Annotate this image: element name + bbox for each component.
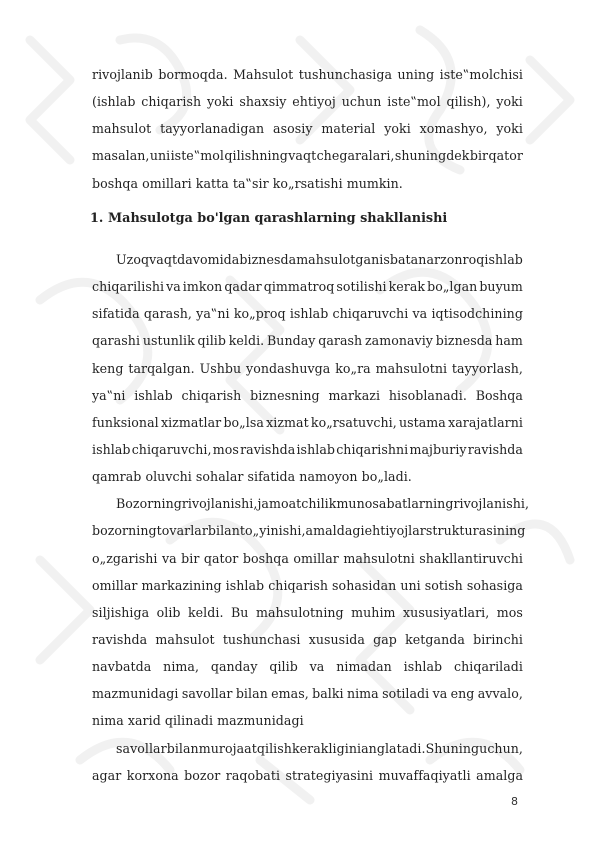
text-line: boshqa omillari katta ta‟sir ko„rsatishi mumkin. [92, 175, 403, 191]
paragraph-main [92, 246, 530, 789]
text-line: Bozorning rivojlanishi, jamoatchilik munosabatlarning rivojlanishi, [116, 496, 530, 512]
text-line: nima xarid qilinadi mazmunidagi [92, 713, 304, 729]
text-line: o„zgarishi va bir qator boshqa omillar mahsulotni shakllantiruvchi [92, 550, 523, 566]
text-line: omillar markazining ishlab chiqarish sohasidan uni sotish sohasiga [92, 577, 523, 593]
text-line: masalan, uni iste‟mol qilishning vaqt chegaralari, shuningdek bir qator [92, 148, 523, 164]
text-line: rivojlanib bormoqda. Mahsulot tushunchasiga uning iste‟molchisi [92, 67, 523, 82]
text-line: qarashi ustunlik qilib keldi. Bunday qarash zamonaviy biznesda ham [92, 333, 523, 349]
text-line: ravishda mahsulot tushunchasi xususida gap ketganda birinchi [92, 631, 523, 647]
text-line: bozorning tovarlar bilan to„yinishi, amaldagi ehtiyojlar strukturasining [92, 523, 526, 539]
section-title: Mahsulotga bo'lgan qarashlarning shakllanishi [108, 211, 448, 226]
section-heading [90, 211, 447, 226]
text-line: (ishlab chiqarish yoki shaxsiy ehtiyoj uchun iste‟mol qilish), yoki [92, 94, 523, 110]
text-line: siljishiga olib keldi. Bu mahsulotning muhim xususiyatlari, mos [92, 604, 523, 620]
page-number: 8 [511, 795, 518, 808]
text-line: mahsulot tayyorlanadigan asosiy material yoki xomashyo, yoki [92, 121, 523, 137]
text-line: navbatda nima, qanday qilib va nimadan ishlab chiqariladi [92, 659, 523, 675]
text-line: savollar bilan murojaat qilish kerakligini anglatadi. Shuning uchun, [116, 740, 523, 756]
paragraph-top [92, 61, 523, 197]
text-line: qamrab oluvchi sohalar sifatida namoyon bo„ladi. [92, 469, 412, 485]
text-line: Uzoq vaqt davomida biznesda mahsulotga nisbatan arzonroq ishlab [116, 252, 523, 267]
text-line: agar korxona bozor raqobati strategiyasini muvaffaqiyatli amalga [92, 767, 523, 783]
section-number: 1. [90, 211, 104, 226]
text-line: ya‟ni ishlab chiqarish biznesning markazi hisoblanadi. Boshqa [92, 387, 523, 403]
text-line: mazmunidagi savollar bilan emas, balki nima sotiladi va eng avvalo, [92, 686, 523, 702]
text-line: ishlab chiqaruvchi, mos ravishda ishlab chiqarishni majburiy ravishda [92, 441, 523, 457]
text-line: funksional xizmatlar bo„lsa xizmat ko„rsatuvchi, ustama xarajatlarni [92, 414, 523, 430]
text-line: sifatida qarash, ya‟ni ko„proq ishlab chiqaruvchi va iqtisodchining [92, 306, 523, 322]
text-line: chiqarilishi va imkon qadar qimmatroq sotilishi kerak bo„lgan buyum [92, 279, 523, 295]
text-line: keng tarqalgan. Ushbu yondashuvga ko„ra mahsulotni tayyorlash, [92, 360, 523, 376]
